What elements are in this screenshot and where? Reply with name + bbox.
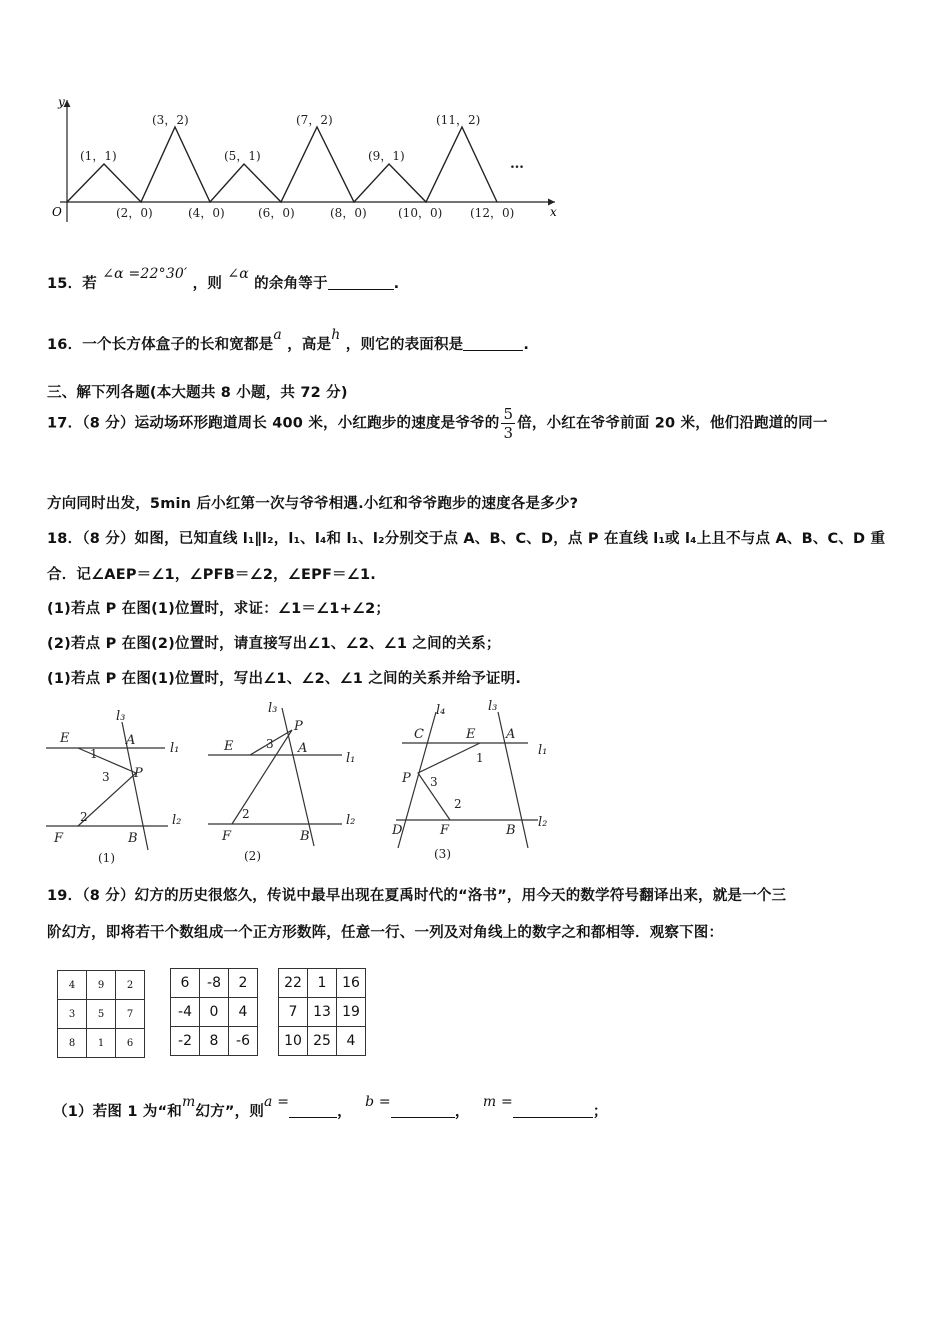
- fig2-label: l₁: [346, 751, 356, 766]
- cell: 5: [87, 1000, 116, 1029]
- base-label: (4，0): [188, 206, 225, 220]
- fig2-label: 2: [242, 807, 250, 821]
- q15-end: .: [393, 276, 400, 292]
- question-19-line-2: 阶幻方，即将若干个数组成一个正方形数阵，任意一行、一列及对角线上的数字之和都相等．观察下图：: [47, 925, 724, 941]
- q15-angle: ∠α: [227, 266, 249, 282]
- cell: 1: [87, 1029, 116, 1058]
- q16-prefix: 16．一个长方体盒子的长和宽都是: [47, 337, 274, 353]
- zigzag-path: [67, 127, 497, 202]
- question-19-line-1: 19．（8 分）幻方的历史很悠久，传说中最早出现在夏禹时代的“洛书”，用今天的数学符号翻译出来，就是一个三: [47, 888, 787, 904]
- base-label: (6，0): [258, 206, 295, 220]
- q15-mid: ，则: [192, 276, 223, 292]
- cell: -4: [171, 998, 200, 1027]
- question-18-line-2: 合．记∠AEP＝∠1，∠PFB＝∠2，∠EPF＝∠1.: [47, 567, 376, 583]
- fig3-label: B: [506, 823, 516, 838]
- q17-fraction-numerator: 5: [503, 405, 514, 423]
- peak-label: (11，2): [436, 113, 481, 127]
- cell: 0: [200, 998, 229, 1027]
- q19-sub1-prefix: （1）若图 1 为“和: [53, 1104, 183, 1120]
- cell: 4: [58, 971, 87, 1000]
- question-15: [47, 266, 400, 293]
- cell: 25: [308, 1027, 337, 1056]
- fig3-label: P: [402, 771, 411, 786]
- fig2-label: l₂: [346, 813, 356, 828]
- cell: 8: [58, 1029, 87, 1058]
- q16-answer-blank[interactable]: [463, 336, 523, 351]
- q15-answer-blank[interactable]: [328, 275, 394, 290]
- q19-m-blank[interactable]: [513, 1103, 593, 1118]
- zigzag-graph: [40, 92, 570, 232]
- fig3-caption: (3): [434, 847, 451, 861]
- base-label: (12，0): [470, 206, 515, 220]
- figure-3: [388, 698, 556, 866]
- question-18-line-1: 18．（8 分）如图，已知直线 l₁∥l₂，l₁、l₄和 l₁、l₂分别交于点 A、B、C、D，点 P 在直线 l₁或 l₄上且不与点 A、B、C、D 重: [47, 531, 886, 547]
- fig1-label: l₁: [170, 741, 180, 756]
- fig3-label: 1: [476, 751, 484, 765]
- q17-fraction: [501, 405, 515, 442]
- fig3-label: 3: [430, 775, 438, 789]
- fig2-label: B: [300, 829, 310, 844]
- cell: 7: [279, 998, 308, 1027]
- cell: 10: [279, 1027, 308, 1056]
- cell: 19: [337, 998, 366, 1027]
- q15-suffix: 的余角等于: [254, 276, 328, 292]
- fig3-label: A: [506, 727, 516, 742]
- fig1-label: l₃: [116, 709, 126, 724]
- fig1-label: 1: [90, 747, 98, 761]
- fig3-label: l₂: [538, 815, 548, 830]
- fig3-label: l₄: [436, 703, 446, 718]
- fig1-label: 3: [102, 770, 110, 784]
- fig3-label: F: [440, 823, 450, 838]
- fig2-label: l₃: [268, 701, 278, 716]
- fig2-label: F: [222, 829, 232, 844]
- figure-2: [202, 700, 372, 868]
- cell: -2: [171, 1027, 200, 1056]
- cell: 7: [116, 1000, 145, 1029]
- fig2-label: 3: [266, 737, 274, 751]
- fig2-label: E: [224, 739, 234, 754]
- fig2-label: A: [298, 741, 308, 756]
- figure-1: [40, 700, 200, 868]
- cell: 2: [116, 971, 145, 1000]
- base-label: (8，0): [330, 206, 367, 220]
- q16-end: .: [523, 337, 530, 353]
- cell: -8: [200, 969, 229, 998]
- fig3-label: E: [466, 727, 476, 742]
- fig3-label: l₃: [488, 699, 498, 714]
- q19-b-eq: b =: [365, 1094, 391, 1110]
- q17-fraction-denominator: 3: [503, 424, 514, 442]
- fig1-label: E: [60, 731, 70, 746]
- magic-square-1: [57, 970, 145, 1058]
- peak-label: (7，2): [296, 113, 333, 127]
- fig1-label: P: [134, 766, 143, 781]
- fig1-label: l₂: [172, 813, 182, 828]
- question-18-part-2: (2)若点 P 在图(2)位置时，请直接写出∠1、∠2、∠1 之间的关系；: [47, 636, 501, 652]
- fig3-label: D: [392, 823, 403, 838]
- base-label: (10，0): [398, 206, 443, 220]
- q19-a-blank[interactable]: [289, 1103, 337, 1118]
- q19-comma-2: ，: [454, 1104, 470, 1120]
- base-label: (2，0): [116, 206, 153, 220]
- cell: 9: [87, 971, 116, 1000]
- cell: 4: [337, 1027, 366, 1056]
- cell: 1: [308, 969, 337, 998]
- q16-a: a: [273, 327, 282, 343]
- cell: 3: [58, 1000, 87, 1029]
- ellipsis: …: [510, 156, 524, 172]
- q19-b-blank[interactable]: [391, 1103, 455, 1118]
- q19-a-eq: a =: [264, 1094, 290, 1110]
- magic-square-2: [170, 968, 258, 1056]
- cell: 8: [200, 1027, 229, 1056]
- cell: -6: [229, 1027, 258, 1056]
- q16-mid: ，高是: [287, 337, 332, 353]
- cell: 2: [229, 969, 258, 998]
- y-axis-label: y: [58, 95, 65, 109]
- fig1-label: F: [54, 831, 64, 846]
- fig2-caption: (2): [244, 849, 261, 863]
- q19-m-eq: m =: [482, 1094, 513, 1110]
- magic-square-3: [278, 968, 366, 1056]
- question-17-line-1: [47, 405, 828, 442]
- q17-text-b: 倍，小红在爷爷前面 20 米，他们沿跑道的同一: [517, 415, 828, 432]
- q17-text-a: 17．（8 分）运动场环形跑道周长 400 米，小红跑步的速度是爷爷的: [47, 415, 500, 432]
- peak-label: (1，1): [80, 149, 117, 163]
- question-19-sub-1: [53, 1094, 608, 1121]
- q16-suffix: ，则它的表面积是: [345, 337, 464, 353]
- cell: 22: [279, 969, 308, 998]
- question-18-part-1: (1)若点 P 在图(1)位置时，求证：∠1＝∠1+∠2；: [47, 601, 391, 617]
- q19-end: ；: [592, 1104, 608, 1120]
- fig1-caption: (1): [98, 851, 115, 865]
- q19-sub1-mid: 幻方”，则: [195, 1104, 265, 1120]
- question-16: [47, 327, 530, 354]
- q15-prefix: 15．若: [47, 276, 97, 292]
- section-3-heading: 三、解下列各题(本大题共 8 小题，共 72 分): [47, 385, 348, 401]
- question-18-part-3: (1)若点 P 在图(1)位置时，写出∠1、∠2、∠1 之间的关系并给予证明.: [47, 671, 522, 687]
- cell: 6: [171, 969, 200, 998]
- fig2-label: P: [294, 719, 303, 734]
- fig1-label: 2: [80, 810, 88, 824]
- fig3-label: l₁: [538, 743, 548, 758]
- peak-label: (9，1): [368, 149, 405, 163]
- origin-label: O: [52, 205, 62, 219]
- cell: 16: [337, 969, 366, 998]
- question-17-line-2: 方向同时出发，5min 后小红第一次与爷爷相遇.小红和爷爷跑步的速度各是多少?: [47, 496, 579, 512]
- q16-h: h: [331, 327, 341, 343]
- fig3-label: C: [414, 727, 424, 742]
- cell: 4: [229, 998, 258, 1027]
- q15-angle-expr: ∠α =22°30′: [102, 266, 188, 282]
- fig3-label: 2: [454, 797, 462, 811]
- cell: 6: [116, 1029, 145, 1058]
- q19-sub1-m: m: [182, 1094, 196, 1110]
- peak-label: (5，1): [224, 149, 261, 163]
- x-axis-label: x: [550, 205, 557, 219]
- cell: 13: [308, 998, 337, 1027]
- fig1-label: A: [126, 733, 136, 748]
- q19-comma-1: ，: [337, 1104, 352, 1120]
- fig1-label: B: [128, 831, 138, 846]
- peak-label: (3，2): [152, 113, 189, 127]
